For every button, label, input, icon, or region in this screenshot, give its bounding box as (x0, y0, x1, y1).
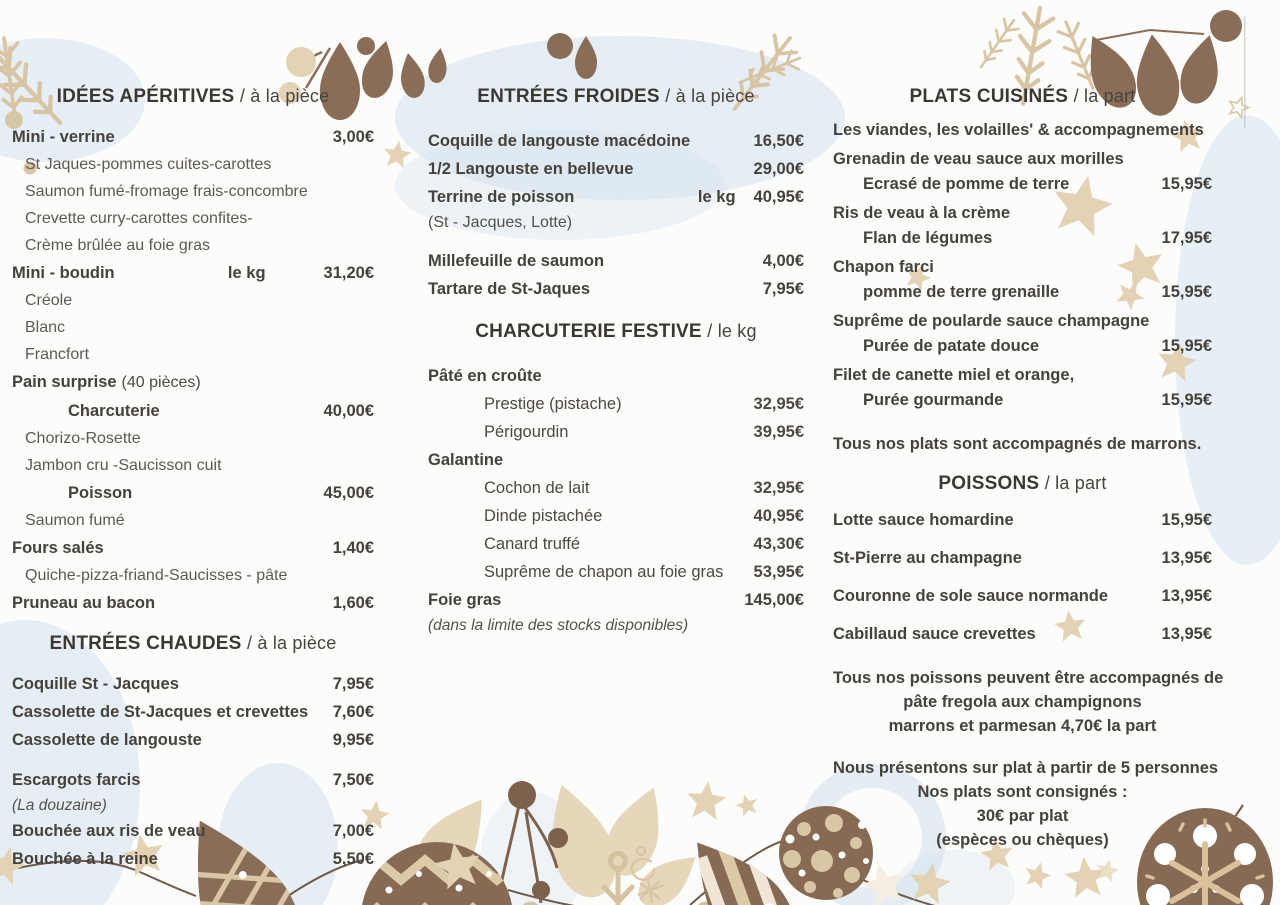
item-name: Bouchée à la reine (12, 850, 158, 868)
item-price: 40,95€ (753, 507, 804, 525)
item-price: 39,95€ (753, 423, 804, 441)
item-price: 16,50€ (753, 132, 804, 150)
item-price: 40,00€ (323, 402, 374, 420)
menu-row (428, 127, 804, 155)
menu-column-left (12, 84, 374, 873)
section-unit-label: / la part (1073, 86, 1136, 106)
menu-row (428, 614, 804, 637)
section-title: CHARCUTERIE FESTIVE (475, 321, 702, 342)
item-name: Ecrasé de pomme de terre (863, 175, 1070, 193)
item-name: Foie gras (428, 591, 502, 609)
item-price: 32,95€ (753, 395, 804, 413)
menu-row (428, 474, 804, 502)
menu-row (12, 698, 374, 726)
item-name: Ris de veau à la crème (833, 204, 1011, 222)
menu-row (833, 756, 1219, 780)
section-unit-label: / à la pièce (239, 86, 330, 106)
menu-row (12, 562, 374, 589)
menu-row-text: Nous présentons sur plat à partir de 5 personnes (833, 759, 1219, 777)
section-unit-label: / à la pièce (665, 86, 755, 106)
menu-row (12, 726, 374, 754)
menu-row-text: Nos plats sont consignés : (917, 783, 1128, 801)
item-price: 7,50€ (332, 771, 374, 789)
item-name: Cochon de lait (484, 479, 590, 497)
menu-row-text: Tous nos plats sont accompagnés de marrons. (833, 435, 1202, 453)
menu-row (12, 425, 374, 452)
menu-row (12, 151, 374, 178)
menu-row (428, 275, 804, 303)
menu-section (428, 84, 804, 303)
menu-row (12, 368, 374, 397)
menu-row (12, 452, 374, 479)
menu-row-text: (espèces ou chèques) (936, 831, 1109, 849)
section-header (428, 319, 804, 344)
item-name: Pâté en croûte (428, 367, 542, 385)
menu-row (833, 363, 1212, 388)
item-price: 45,00€ (323, 484, 374, 502)
menu-row (12, 845, 374, 873)
menu-row (12, 397, 374, 425)
section-header (12, 84, 374, 109)
menu-row-text: Crevette curry-carottes confites- (25, 210, 253, 227)
section-header (833, 471, 1212, 496)
item-name: Purée gourmande (863, 391, 1004, 409)
item-name: Mini - verrine (12, 128, 115, 146)
item-name: Purée de patate douce (863, 337, 1040, 355)
menu-row (12, 817, 374, 845)
item-price: 15,95€ (1161, 391, 1212, 409)
menu-row (833, 582, 1212, 610)
item-name: Pruneau au bacon (12, 594, 156, 612)
item-price: 13,95€ (1161, 625, 1212, 643)
item-price: 4,00€ (762, 252, 804, 270)
menu-row (12, 507, 374, 534)
menu-row (833, 620, 1212, 648)
item-name: Suprême de poularde sauce champagne (833, 312, 1150, 330)
menu-section (833, 84, 1212, 457)
item-name: Terrine de poisson (428, 188, 575, 206)
menu-row (12, 670, 374, 698)
item-price: 7,95€ (762, 280, 804, 298)
item-price: 1,40€ (332, 539, 374, 557)
menu-row (12, 534, 374, 562)
item-name: Mini - boudin (12, 264, 115, 282)
menu-row (428, 502, 804, 530)
menu-row-text: (La douzaine) (12, 797, 107, 814)
menu-section (833, 471, 1212, 648)
menu-section (428, 319, 804, 637)
section-header (12, 631, 374, 656)
menu-row (833, 666, 1224, 690)
menu-row-text: 30€ par plat (976, 807, 1069, 825)
item-name: Coquille de langouste macédoine (428, 132, 691, 150)
item-price: 13,95€ (1161, 587, 1212, 605)
item-qualifier: (40 pièces) (121, 374, 201, 391)
section-unit-label: / le kg (707, 321, 757, 341)
menu-row (12, 589, 374, 617)
menu-row-text: Quiche-pizza-friand-Saucisses - pâte (25, 567, 288, 584)
menu-row (12, 794, 374, 817)
menu-row-text: Les viandes, les volailles' & accompagnements (833, 121, 1204, 139)
menu-row (833, 226, 1212, 251)
item-price: 15,95€ (1161, 283, 1212, 301)
item-price: 7,60€ (332, 703, 374, 721)
item-price: 15,95€ (1161, 175, 1212, 193)
menu-row (428, 211, 804, 235)
menu-row (12, 314, 374, 341)
item-name: Lotte sauce homardine (833, 511, 1014, 529)
item-name: 1/2 Langouste en bellevue (428, 160, 634, 178)
menu-row (428, 530, 804, 558)
menu-row (833, 714, 1212, 738)
menu-row (833, 804, 1212, 828)
section-title: PLATS CUISINÉS (909, 86, 1069, 107)
menu-row (833, 280, 1212, 305)
menu-row (833, 255, 1212, 280)
menu-row (428, 390, 804, 418)
item-price: 15,95€ (1161, 337, 1212, 355)
section-title: POISSONS (938, 473, 1040, 494)
item-name: pomme de terre grenaille (863, 283, 1060, 301)
menu-row (833, 690, 1212, 714)
menu-row (428, 418, 804, 446)
menu-row-text: Blanc (25, 319, 66, 336)
item-name: Pain surprise (12, 373, 117, 391)
menu-row (833, 201, 1212, 226)
item-price: 43,30€ (753, 535, 804, 553)
item-price: 1,60€ (332, 594, 374, 612)
menu-column-middle (428, 84, 804, 637)
item-price: 29,00€ (753, 160, 804, 178)
menu-row (12, 341, 374, 368)
item-price: 31,20€ (323, 264, 374, 282)
item-name: Canard truffé (484, 535, 581, 553)
item-price: 7,95€ (332, 675, 374, 693)
item-name: Suprême de chapon au foie gras (484, 563, 724, 581)
menu-row (12, 205, 374, 232)
menu-row-text: Crème brûlée au foie gras (25, 237, 210, 254)
menu-row-text: pâte fregola aux champignons (903, 693, 1142, 711)
menu-row (833, 388, 1212, 413)
section-header (428, 84, 804, 109)
menu-row-text: Saumon fumé (25, 512, 125, 529)
section-unit-label: / à la pièce (247, 633, 337, 653)
item-unit: le kg (697, 188, 736, 206)
item-price: 15,95€ (1161, 511, 1212, 529)
item-name: Flan de légumes (863, 229, 993, 247)
item-name: Dinde pistachée (484, 507, 603, 525)
menu-row-text: marrons et parmesan 4,70€ la part (888, 717, 1157, 735)
menu-row (833, 117, 1212, 143)
menu-row-text: (St - Jacques, Lotte) (428, 214, 573, 231)
menu-row (428, 558, 804, 586)
menu-row (833, 172, 1212, 197)
item-name: Escargots farcis (12, 771, 141, 789)
item-name: Millefeuille de saumon (428, 252, 605, 270)
item-unit: le kg (227, 264, 266, 282)
item-name: Cassolette de St-Jacques et crevettes (12, 703, 309, 721)
menu-row-text: Créole (25, 292, 73, 309)
menu-row (833, 544, 1212, 572)
item-price: 145,00€ (744, 591, 804, 609)
menu-row (12, 259, 374, 287)
item-price: 9,95€ (332, 731, 374, 749)
menu-row (428, 155, 804, 183)
section-header (833, 84, 1212, 109)
item-name: Périgourdin (484, 423, 569, 441)
menu-section (833, 666, 1224, 852)
menu-row (12, 178, 374, 205)
menu-row (428, 362, 804, 390)
item-name: Tartare de St-Jaques (428, 280, 591, 298)
item-name: Couronne de sole sauce normande (833, 587, 1109, 605)
section-title: IDÉES APÉRITIVES (56, 86, 235, 107)
menu-row (428, 247, 804, 275)
menu-row (12, 123, 374, 151)
section-title: ENTRÉES FROIDES (477, 86, 660, 107)
item-name: Prestige (pistache) (484, 395, 622, 413)
menu-row (428, 183, 804, 211)
item-name: Poisson (68, 484, 133, 502)
item-name: Filet de canette miel et orange, (833, 366, 1075, 384)
item-name: Coquille St - Jacques (12, 675, 179, 693)
item-price: 17,95€ (1161, 229, 1212, 247)
menu-row (428, 586, 804, 614)
menu-row (833, 828, 1212, 852)
item-name: Charcuterie (68, 402, 160, 420)
menu-row (833, 147, 1212, 172)
menu-row (833, 334, 1212, 359)
menu-row (12, 766, 374, 794)
menu-row (833, 506, 1212, 534)
item-price: 13,95€ (1161, 549, 1212, 567)
menu-row (12, 479, 374, 507)
item-price: 32,95€ (753, 479, 804, 497)
menu-row-text: St Jaques-pommes cuites-carottes (25, 156, 272, 173)
menu-row-text: Tous nos poissons peuvent être accompagnés de (833, 669, 1224, 687)
menu-row-text: (dans la limite des stocks disponibles) (428, 617, 689, 634)
item-price: 53,95€ (753, 563, 804, 581)
menu-row (833, 309, 1212, 334)
section-title: ENTRÉES CHAUDES (49, 633, 242, 654)
menu-section (12, 631, 374, 873)
section-unit-label: / la part (1044, 473, 1107, 493)
menu-row (833, 431, 1212, 457)
menu-row-text: Francfort (25, 346, 90, 363)
item-name: Chapon farci (833, 258, 934, 276)
item-name: St-Pierre au champagne (833, 549, 1022, 567)
menu-row (428, 446, 804, 474)
menu-row-text: Saumon fumé-fromage frais-concombre (25, 183, 308, 200)
menu-section (12, 84, 374, 617)
item-price: 5,50€ (332, 850, 374, 868)
menu-column-right (833, 84, 1224, 852)
item-price: 3,00€ (332, 128, 374, 146)
item-price: 40,95€ (753, 188, 804, 206)
item-name: Bouchée aux ris de veau (12, 822, 206, 840)
item-name: Grenadin de veau sauce aux morilles (833, 150, 1124, 168)
menu-row-text: Chorizo-Rosette (25, 430, 141, 447)
item-name: Cassolette de langouste (12, 731, 202, 749)
menu-row (833, 780, 1212, 804)
item-name: Galantine (428, 451, 504, 469)
item-name: Fours salés (12, 539, 104, 557)
menu-row (12, 287, 374, 314)
menu-row (12, 232, 374, 259)
item-name: Cabillaud sauce crevettes (833, 625, 1036, 643)
item-price: 7,00€ (332, 822, 374, 840)
menu-row-text: Jambon cru -Saucisson cuit (25, 457, 222, 474)
